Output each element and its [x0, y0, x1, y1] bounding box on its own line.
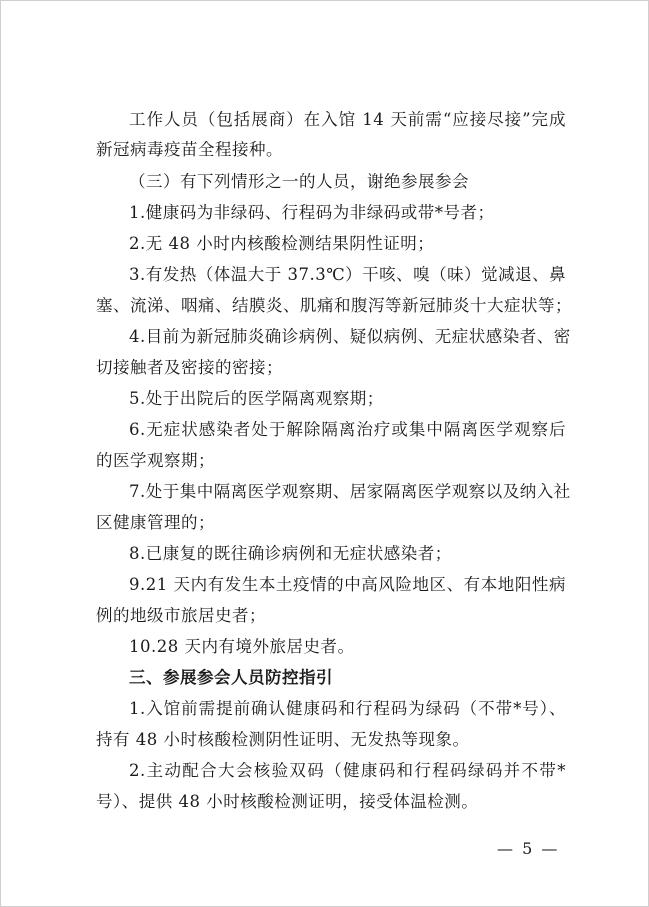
- list-item: 1.健康码为非绿码、行程码为非绿码或带*号者；: [129, 203, 495, 222]
- list-item: 9.21 天内有发生本土疫情的中高风险地区、有本地阳性病: [129, 575, 566, 594]
- list-item: 8.已康复的既往确诊病例和无症状感染者；: [129, 544, 452, 563]
- list-item: 6.无症状感染者处于解除隔离治疗或集中隔离医学观察后: [129, 420, 566, 439]
- paragraph-line: 工作人员（包括展商）在入馆 14 天前需“应接尽接”完成: [129, 110, 566, 129]
- page-number: — 5 —: [497, 839, 560, 858]
- list-item-continuation: 的医学观察期；: [96, 451, 215, 470]
- section-heading: 三、参展参会人员防控指引: [129, 668, 333, 687]
- list-item-continuation: 持有 48 小时核酸检测阴性证明、无发热等现象。: [96, 730, 470, 749]
- paragraph-line: 新冠病毒疫苗全程接种。: [96, 140, 283, 159]
- list-item: 5.处于出院后的医学隔离观察期；: [129, 389, 384, 408]
- list-item-continuation: 切接触者及密接的密接；: [96, 358, 283, 377]
- list-item: 2.无 48 小时内核酸检测结果阴性证明；: [129, 234, 435, 253]
- section-heading: （三）有下列情形之一的人员，谢绝参展参会: [129, 172, 469, 191]
- list-item: 4.目前为新冠肺炎确诊病例、疑似病例、无症状感染者、密: [129, 327, 571, 346]
- list-item: 1.入馆前需提前确认健康码和行程码为绿码（不带*号）、: [129, 699, 566, 718]
- list-item: 2.主动配合大会核验双码（健康码和行程码绿码并不带*: [129, 761, 566, 780]
- list-item: 3.有发热（体温大于 37.3℃）干咳、嗅（味）觉减退、鼻: [129, 265, 567, 284]
- list-item-continuation: 号）、提供 48 小时核酸检测证明，接受体温检测。: [96, 792, 479, 811]
- list-item: 7.处于集中隔离医学观察期、居家隔离医学观察以及纳入社: [129, 482, 571, 501]
- list-item-continuation: 例的地级市旅居史者；: [96, 606, 266, 625]
- list-item-continuation: 区健康管理的；: [96, 513, 215, 532]
- list-item: 10.28 天内有境外旅居史者。: [129, 637, 355, 656]
- list-item-continuation: 塞、流涕、咽痛、结膜炎、肌痛和腹泻等新冠肺炎十大症状等；: [96, 296, 572, 315]
